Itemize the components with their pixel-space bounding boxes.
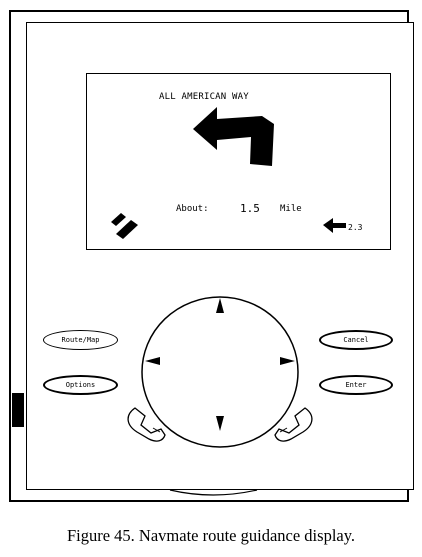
options-button[interactable]: Options xyxy=(43,375,118,395)
cancel-button[interactable]: Cancel xyxy=(319,330,393,350)
figure-caption: Figure 45. Navmate route guidance display. xyxy=(66,526,356,545)
device-face xyxy=(26,22,414,490)
enter-button[interactable]: Enter xyxy=(319,375,393,395)
route-map-button[interactable]: Route/Map xyxy=(43,330,118,350)
distance-unit: Mile xyxy=(280,204,302,214)
distance-label: About: xyxy=(176,204,209,214)
street-name: ALL AMERICAN WAY xyxy=(159,92,249,102)
distance-value: 1.5 xyxy=(240,202,260,215)
phone-handset-icon[interactable] xyxy=(27,23,415,491)
next-turn-distance: 2.3 xyxy=(348,223,363,232)
